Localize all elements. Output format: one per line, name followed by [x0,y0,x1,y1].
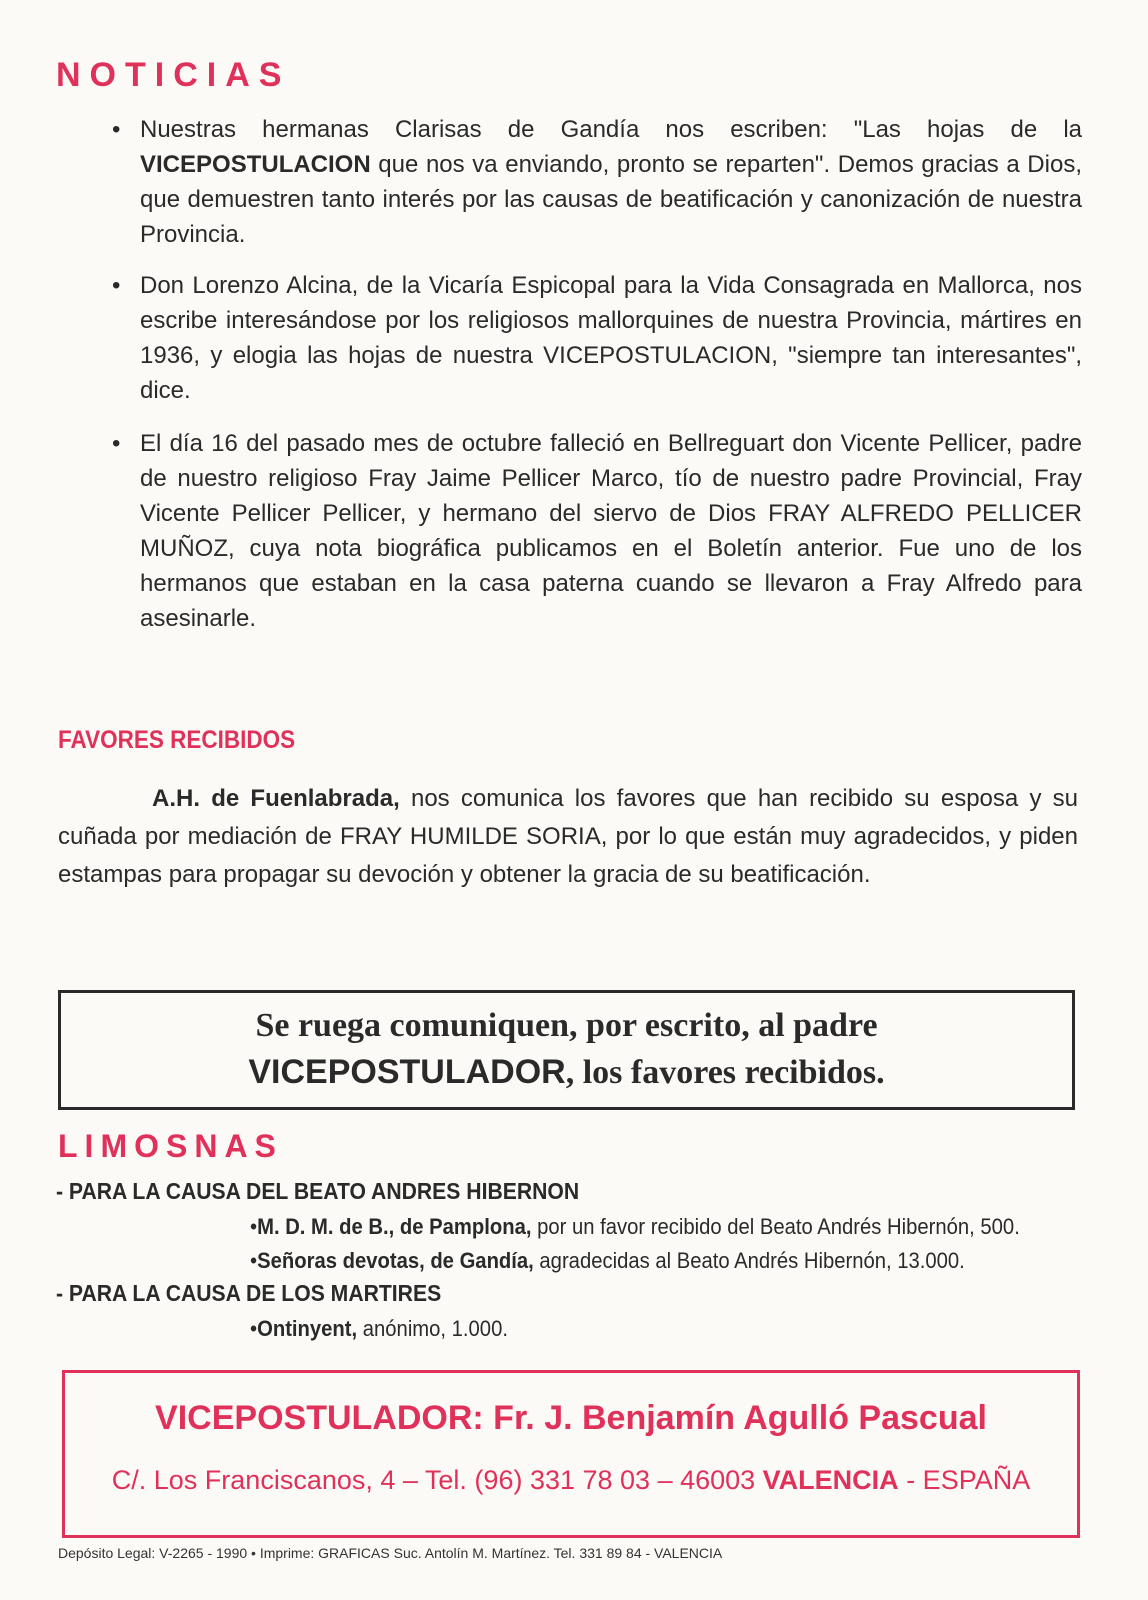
favores-heading: FAVORES RECIBIDOS [58,726,296,754]
address: C/. Los Franciscanos, 4 – Tel. (96) 331 78 03 – 46003 VALENCIA - ESPAÑA [111,1465,1031,1495]
news-text: Nuestras hermanas Clarisas de Gandía nos escriben: "Las hojas de la VICEPOSTULACION que nos va enviando, pronto se reparten". Demos gracias a Dios, que demuestren tanto interés por las causas de beatificación y canonización de nuestra Provincia. [140,116,1082,248]
donation-item: •M. D. M. de B., de Pamplona, por un favor recibido del Beato Andrés Hibernón, 500. [250,1214,1020,1239]
cause-label: - PARA LA CAUSA DE LOS MARTIRES [56,1280,442,1306]
limosnas-heading: LIMOSNAS [58,1128,283,1164]
news-item [112,426,1082,636]
notice-box [58,990,1075,1110]
favor-sender: A.H. de Fuenlabrada, [152,785,400,812]
bullet: • [112,116,121,143]
news-text: Don Lorenzo Alcina, de la Vicaría Espicopal para la Vida Consagrada en Mallorca, nos escribe interesándose por los religiosos mallorquines de nuestra Provincia, mártires en 1936, y elogia las hojas de nuestra VICEPOSTULACION, "siempre tan interesantes", dice. [140,272,1082,404]
cause-label: - PARA LA CAUSA DEL BEATO ANDRES HIBERNON [56,1178,580,1204]
favor-paragraph [58,780,1078,894]
donation-item: •Ontinyent, anónimo, 1.000. [250,1316,508,1341]
bullet: • [112,272,121,299]
bullet: • [112,430,121,457]
notice-line-1: Se ruega comuniquen, por escrito, al padre [255,1007,878,1044]
signature-box [62,1370,1080,1538]
footer-legal: Depósito Legal: V-2265 - 1990 • Imprime: GRAFICAS Suc. Antolín M. Martínez. Tel. 331 89 84 - VALENCIA [58,1545,723,1561]
favor-text: nos comunica los favores que han recibido su esposa y su cuñada por mediación de FRAY HUMILDE SORIA, por lo que están muy agradecidos, y piden estampas para propagar su devoción y obtener la gracia de su beatificación. [58,785,1078,888]
news-item [112,268,1082,408]
notice-line-2: VICEPOSTULADOR, los favores recibidos. [248,1053,885,1091]
news-text: El día 16 del pasado mes de octubre falleció en Bellreguart don Vicente Pellicer, padre de nuestro religioso Fray Jaime Pellicer Marco, tío de nuestro padre Provincial, Fray Vicente Pellicer Pellicer, y hermano del siervo de Dios FRAY ALFREDO PELLICER MUÑOZ, cuya nota biográfica publicamos en el Boletín anterior. Fue uno de los hermanos que estaban en la casa paterna cuando se llevaron a Fray Alfredo para asesinarle. [140,430,1082,632]
news-item [112,112,1082,252]
donation-item: •Señoras devotas, de Gandía, agradecidas al Beato Andrés Hibernón, 13.000. [250,1248,965,1273]
vicepostulador-name: VICEPOSTULADOR: Fr. J. Benjamín Agulló Pascual [155,1399,987,1437]
noticias-heading: NOTICIAS [56,56,291,94]
